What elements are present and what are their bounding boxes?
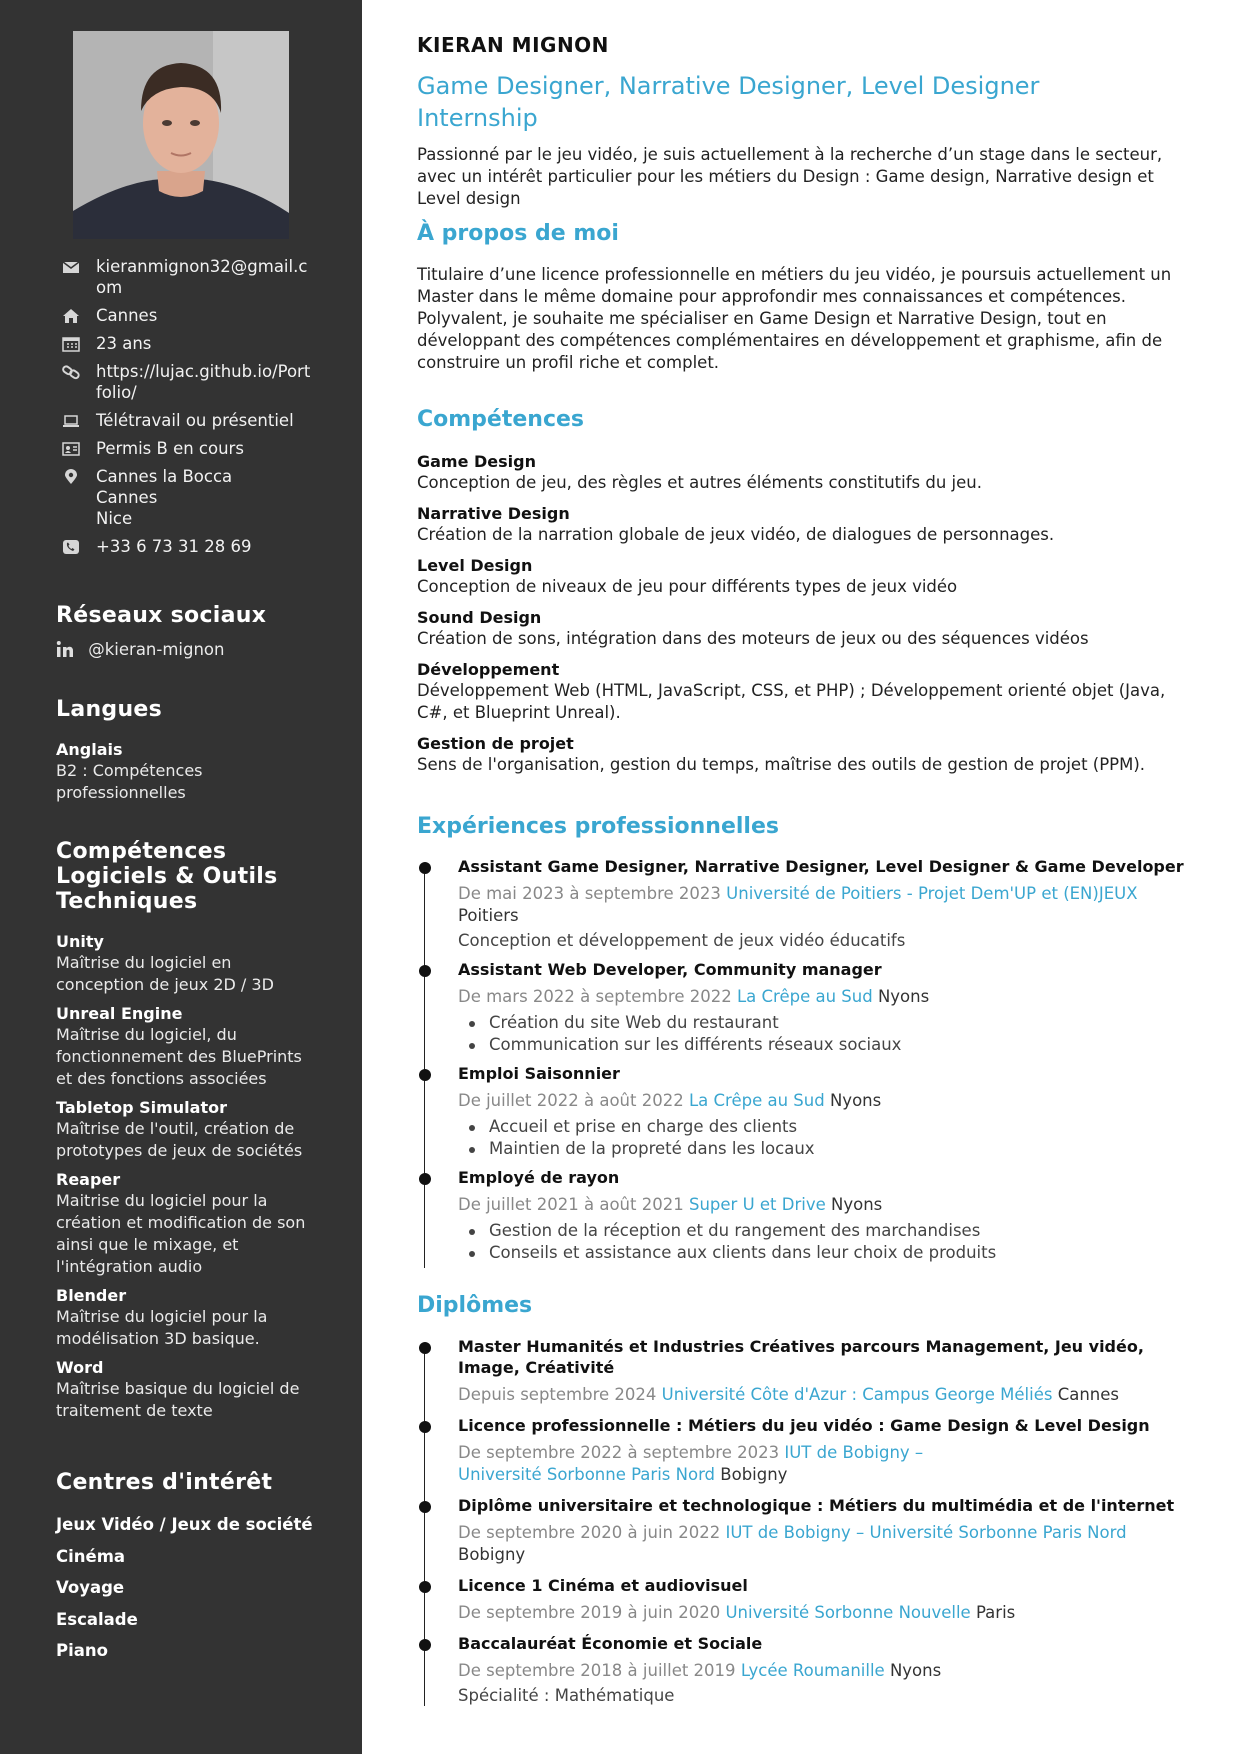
job-headline: Game Designer, Narrative Designer, Level Designer Internship <box>417 72 1040 132</box>
education-item <box>417 1633 1187 1707</box>
laptop-icon <box>62 413 80 429</box>
education-title: Licence 1 Cinéma et audiovisuel <box>458 1576 748 1595</box>
education-meta <box>458 1384 1187 1406</box>
experience-item <box>417 959 1187 1056</box>
experience-dates: De mai 2023 à septembre 2023 <box>458 884 721 903</box>
education-title: Master Humanités et Industries Créatives parcours Management, Jeu vidéo, Image, Créativité <box>458 1337 1144 1377</box>
timeline-dot <box>419 1501 431 1513</box>
experience-timeline <box>417 856 1187 1264</box>
tool-name: Word <box>56 1358 104 1377</box>
education-school: IUT de Bobigny – Université Sorbonne Paris Nord <box>458 1443 924 1484</box>
contact-email-text: kieranmignon32@gmail.com <box>96 257 308 297</box>
contact-email[interactable] <box>62 256 312 298</box>
education-dates: Depuis septembre 2024 <box>458 1385 657 1404</box>
timeline-dot <box>419 1342 431 1354</box>
contact-age-text: 23 ans <box>96 334 152 353</box>
timeline-dot <box>419 1421 431 1433</box>
interest-item: Escalade <box>56 1609 138 1629</box>
language-level: B2 : Compétences professionnelles <box>56 761 203 802</box>
contact-locations-text: Cannes la Bocca Cannes Nice <box>96 467 233 528</box>
skill-name: Gestion de projet <box>417 734 574 753</box>
linkedin-icon <box>56 640 74 658</box>
language-name: Anglais <box>56 740 123 759</box>
experience-heading: Expériences professionnelles <box>417 814 779 839</box>
languages-list <box>56 740 316 812</box>
experience-meta <box>458 986 1187 1008</box>
education-specialty: Spécialité : Mathématique <box>458 1686 675 1705</box>
timeline-dot <box>419 965 431 977</box>
link-icon <box>62 364 80 380</box>
contact-city <box>62 305 312 326</box>
experience-item <box>417 1063 1187 1160</box>
tool-name: Unity <box>56 932 104 951</box>
contact-license <box>62 438 312 459</box>
experience-bullets <box>458 1116 1187 1160</box>
experience-org: La Crêpe au Sud <box>688 1091 825 1110</box>
contact-website-text: https://lujac.github.io/Portfolio/ <box>96 362 311 402</box>
experience-location: Poitiers <box>458 906 519 925</box>
interest-item: Voyage <box>56 1578 125 1597</box>
tool-name: Blender <box>56 1286 127 1305</box>
skill-name: Level Design <box>417 556 533 575</box>
contact-age <box>62 333 312 354</box>
profile-photo <box>73 31 289 239</box>
tool-desc: Maîtrise basique du logiciel de traitement de texte <box>56 1379 300 1420</box>
skill-desc: Création de la narration globale de jeux vidéo, de dialogues de personnages. <box>417 525 1055 544</box>
experience-bullet: Maintien de la propreté dans les locaux <box>458 1138 1187 1160</box>
timeline-dot <box>419 1581 431 1593</box>
timeline-dot <box>419 1173 431 1185</box>
experience-bullet: Communication sur les différents réseaux sociaux <box>458 1034 1187 1056</box>
skills-heading: Compétences <box>417 407 585 432</box>
id-card-icon <box>62 441 80 457</box>
education-meta <box>458 1522 1187 1566</box>
education-item <box>417 1415 1187 1486</box>
education-meta <box>458 1660 1187 1682</box>
education-location: Nyons <box>889 1661 942 1680</box>
experience-bullets <box>458 1012 1187 1056</box>
education-meta <box>458 1442 928 1486</box>
interest-item: Piano <box>56 1641 108 1660</box>
tool-desc: Maîtrise du logiciel pour la modélisation 3D basique. <box>56 1307 268 1348</box>
tool-desc: Maîtrise du logiciel, du fonctionnement des BluePrints et des fonctions associées <box>56 1025 302 1088</box>
experience-item <box>417 1167 1187 1264</box>
contact-work-mode-text: Télétravail ou présentiel <box>96 411 294 430</box>
skill-desc: Développement Web (HTML, JavaScript, CSS, et PHP) ; Développement orienté objet (Java, C#, et Blueprint Unreal). <box>417 681 1166 722</box>
tool-desc: Maîtrise de l'outil, création de prototypes de jeux de sociétés <box>56 1119 303 1160</box>
timeline-dot <box>419 1069 431 1081</box>
calendar-icon <box>62 336 80 352</box>
contact-phone-text: +33 6 73 31 28 69 <box>96 537 252 556</box>
interest-item: Jeux Vidéo / Jeux de société <box>56 1515 313 1534</box>
education-dates: De septembre 2022 à septembre 2023 <box>458 1443 780 1462</box>
experience-meta <box>458 1090 1187 1112</box>
education-dates: De septembre 2019 à juin 2020 <box>458 1603 721 1622</box>
experience-bullet: Création du site Web du restaurant <box>458 1012 1187 1034</box>
experience-title: Emploi Saisonnier <box>458 1064 620 1083</box>
education-location: Bobigny <box>720 1465 788 1484</box>
education-heading: Diplômes <box>417 1293 533 1318</box>
about-heading: À propos de moi <box>417 221 619 246</box>
person-name: KIERAN MIGNON <box>417 33 609 57</box>
experience-location: Nyons <box>831 1195 883 1214</box>
linkedin-link[interactable] <box>56 640 225 659</box>
education-meta <box>458 1602 1187 1624</box>
profile-photo-image <box>73 31 289 239</box>
contact-website[interactable] <box>62 361 312 403</box>
experience-meta <box>458 1194 1187 1216</box>
contact-list <box>62 256 312 564</box>
contact-license-text: Permis B en cours <box>96 439 244 458</box>
contact-work-mode <box>62 410 312 431</box>
experience-bullet: Accueil et prise en charge des clients <box>458 1116 1187 1138</box>
experience-dates: De juillet 2021 à août 2021 <box>458 1195 684 1214</box>
experience-dates: De juillet 2022 à août 2022 <box>458 1091 684 1110</box>
experience-org: Super U et Drive <box>688 1195 826 1214</box>
education-school: Lycée Roumanille <box>740 1661 885 1680</box>
home-icon <box>62 308 80 324</box>
social-heading: Réseaux sociaux <box>56 603 267 628</box>
experience-description: Conception et développement de jeux vidéo éducatifs <box>458 931 906 950</box>
experience-location: Nyons <box>877 987 930 1006</box>
skills-list <box>417 451 1187 785</box>
education-title: Baccalauréat Économie et Sociale <box>458 1634 763 1653</box>
contact-phone[interactable] <box>62 536 312 557</box>
skill-desc: Conception de jeu, des règles et autres éléments constitutifs du jeu. <box>417 473 982 492</box>
education-title: Licence professionnelle : Métiers du jeu vidéo : Game Design & Level Design <box>458 1416 1150 1435</box>
experience-meta <box>458 883 1187 927</box>
education-school: Université Côte d'Azur : Campus George Méliés <box>661 1385 1053 1404</box>
map-pin-icon <box>62 469 80 485</box>
linkedin-handle: @kieran-mignon <box>88 640 225 659</box>
education-location: Bobigny <box>458 1545 526 1564</box>
experience-bullet: Conseils et assistance aux clients dans leur choix de produits <box>458 1242 1187 1264</box>
education-item <box>417 1336 1187 1406</box>
timeline-dot <box>419 862 431 874</box>
interests-list <box>56 1509 316 1667</box>
skill-desc: Sens de l'organisation, gestion du temps, maîtrise des outils de gestion de projet (PPM). <box>417 755 1146 774</box>
contact-city-text: Cannes <box>96 306 158 325</box>
education-school: Université Sorbonne Nouvelle <box>725 1603 971 1622</box>
experience-title: Employé de rayon <box>458 1168 620 1187</box>
contact-locations <box>62 466 312 529</box>
education-timeline <box>417 1336 1187 1707</box>
tool-desc: Maîtrise du logiciel en conception de jeux 2D / 3D <box>56 953 274 994</box>
experience-item <box>417 856 1187 952</box>
education-location: Paris <box>975 1603 1016 1622</box>
skill-name: Sound Design <box>417 608 542 627</box>
tools-list <box>56 932 316 1430</box>
tool-name: Unreal Engine <box>56 1004 183 1023</box>
education-school: IUT de Bobigny – Université Sorbonne Paris Nord <box>725 1523 1127 1542</box>
experience-org: Université de Poitiers - Projet Dem'UP et (EN)JEUX <box>726 884 1138 903</box>
skill-name: Développement <box>417 660 560 679</box>
education-dates: De septembre 2020 à juin 2022 <box>458 1523 721 1542</box>
experience-location: Nyons <box>829 1091 882 1110</box>
phone-icon <box>62 539 80 555</box>
skill-desc: Conception de niveaux de jeu pour différents types de jeux vidéo <box>417 577 958 596</box>
education-title: Diplôme universitaire et technologique : Métiers du multimédia et de l'internet <box>458 1496 1175 1515</box>
experience-bullet: Gestion de la réception et du rangement des marchandises <box>458 1220 1187 1242</box>
education-dates: De septembre 2018 à juillet 2019 <box>458 1661 736 1680</box>
skill-name: Narrative Design <box>417 504 570 523</box>
experience-org: La Crêpe au Sud <box>736 987 873 1006</box>
tool-name: Tabletop Simulator <box>56 1098 227 1117</box>
education-item <box>417 1575 1187 1624</box>
experience-bullets <box>458 1220 1187 1264</box>
experience-dates: De mars 2022 à septembre 2022 <box>458 987 732 1006</box>
intro-text: Passionné par le jeu vidéo, je suis actuellement à la recherche d’un stage dans le secteur, avec un intérêt particulier pour les métiers du Design : Game design, Narrative design et Level design <box>417 145 1163 208</box>
experience-title: Assistant Game Designer, Narrative Designer, Level Designer & Game Developer <box>458 857 1184 876</box>
sidebar <box>0 0 362 1754</box>
tool-desc: Maitrise du logiciel pour la création et modification de son ainsi que le mixage, et l'intégration audio <box>56 1191 306 1276</box>
tools-heading: Compétences Logiciels & Outils Techniques <box>56 839 278 914</box>
tool-name: Reaper <box>56 1170 121 1189</box>
interest-item: Cinéma <box>56 1546 126 1566</box>
interests-heading: Centres d'intérêt <box>56 1470 273 1495</box>
skill-desc: Création de sons, intégration dans des moteurs de jeux ou des séquences vidéos <box>417 629 1089 648</box>
about-text: Titulaire d’une licence professionnelle en métiers du jeu vidéo, je poursuis actuellement un Master dans le même domaine pour approfondir mes connaissances et compétences. Polyvalent, je souhaite me spécialiser en Game Design et Narrative Design, tout en développant des compétences complémentaires en développement et graphisme, afin de construire un profil riche et complet. <box>417 265 1172 372</box>
timeline-dot <box>419 1639 431 1651</box>
envelope-icon <box>62 259 80 275</box>
skill-name: Game Design <box>417 452 537 471</box>
experience-title: Assistant Web Developer, Community manager <box>458 960 882 979</box>
education-location: Cannes <box>1057 1385 1119 1404</box>
languages-heading: Langues <box>56 697 163 722</box>
education-item <box>417 1495 1187 1566</box>
